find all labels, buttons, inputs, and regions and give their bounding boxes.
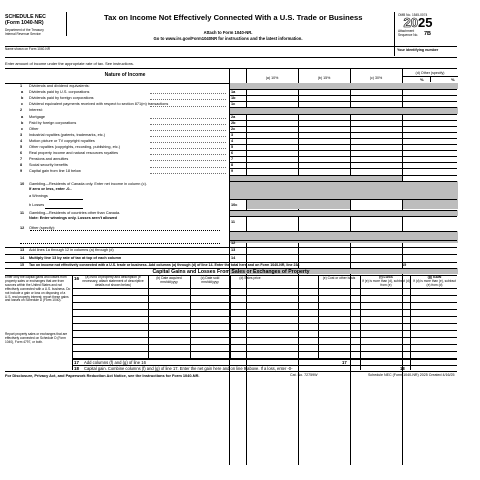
line-16-num: 16 — [74, 276, 80, 281]
income-line-label: Dividends paid by U.S. corporations — [29, 90, 90, 94]
amount-input-d[interactable] — [403, 169, 458, 174]
grid-row-rule — [229, 95, 457, 96]
capital-transaction-row[interactable] — [74, 338, 456, 344]
income-line-num: 4 — [20, 138, 23, 143]
omb-number: OMB No. 1545-0074 — [398, 13, 428, 17]
line-18-num: 18 — [74, 365, 79, 371]
amount-input-a[interactable] — [247, 114, 298, 119]
line-17-label: Add columns (f) and (g) of line 16 — [84, 359, 146, 365]
col-16b-header: (b) Date acquired mm/dd/yyyy — [156, 276, 182, 284]
income-line-num: 1 — [20, 84, 23, 88]
grid-row-rule — [229, 114, 457, 115]
line-10-num: 10 — [20, 182, 25, 186]
header-bottom-rule — [5, 46, 457, 47]
income-line-label: Other — [29, 126, 39, 131]
line-box-label: 5 — [231, 145, 234, 149]
income-line-label: Pensions and annuities — [29, 157, 69, 162]
income-line-label: Other royalties (copyrights, recording, publishing, etc.) — [29, 145, 120, 149]
income-line-label: Social security benefits — [29, 163, 68, 168]
income-line-label: Dividends and dividend equivalents: — [29, 84, 90, 88]
amount-input-a[interactable] — [247, 138, 298, 143]
schedule-name: SCHEDULE NEC — [5, 14, 46, 20]
capital-transaction-row[interactable] — [74, 324, 456, 330]
amount-input-b[interactable] — [299, 126, 350, 131]
amount-input-c[interactable] — [351, 120, 402, 125]
amount-input-d[interactable] — [403, 132, 458, 137]
id-divider — [394, 46, 395, 56]
line-14-label: Multiply line 13 by rate of tax at top of each column — [29, 256, 122, 260]
income-line-num: c — [21, 126, 24, 131]
line-10a-label: a Winnings — [29, 194, 48, 198]
footer-disclosure: For Disclosure, Privacy Act, and Paperwork Reduction Act Notice, see the Instructions for Form 1040-NR. — [5, 372, 200, 378]
nature-of-income-header: Nature of Income — [104, 72, 146, 78]
col-a-header: (a) 10% — [265, 76, 279, 80]
capital-transaction-row[interactable] — [74, 289, 456, 295]
capital-transaction-row[interactable] — [74, 317, 456, 323]
grid-row-rule — [229, 126, 457, 127]
amount-input-b[interactable] — [299, 96, 350, 101]
amount-input-d[interactable] — [403, 126, 458, 131]
amount-input-c[interactable] — [351, 151, 402, 156]
income-line-num: 2 — [20, 108, 23, 113]
amount-input-c[interactable] — [351, 90, 402, 95]
income-line-label: Motion picture or TV copyright royalties — [29, 138, 95, 143]
line-10-label2: If zero or less, enter -0-. — [29, 187, 72, 191]
capital-transaction-row[interactable] — [74, 345, 456, 351]
amount-input-c[interactable] — [351, 96, 402, 101]
capital-transaction-row[interactable] — [74, 303, 456, 309]
amount-input-d[interactable] — [403, 138, 458, 143]
footer-form-id: Schedule NEC (Form 1040-NR) 2025 Created 4/16/25 — [368, 372, 455, 377]
income-line-num: a — [21, 114, 24, 119]
col-16a-header: (a) Kind of property and description (if necessary, attach statement of descriptive details not shown below) — [82, 275, 144, 287]
sequence-number: 7B — [424, 31, 432, 37]
income-line-num: 9 — [20, 169, 23, 174]
amount-input-a[interactable] — [247, 120, 298, 125]
instructions-rule — [5, 68, 457, 69]
shade-row-10c-d — [403, 199, 458, 209]
dot-leader — [150, 136, 226, 137]
income-line-label: Dividends paid by foreign corporations — [29, 96, 94, 101]
line-14-box: 14 — [231, 256, 236, 260]
col-16e-header: (e) Cost or other basis — [322, 276, 356, 280]
grid-row-rule — [229, 89, 457, 90]
amount-input-c[interactable] — [351, 132, 402, 137]
grid-row-rule — [229, 168, 457, 169]
col-c-header: (c) 30% — [369, 76, 383, 80]
income-instructions — [5, 61, 134, 66]
amount-input-c[interactable] — [351, 157, 402, 162]
income-instructions-text: Enter amount of income under the appropriate rate of tax. See instructions. — [5, 61, 134, 66]
line-10b-label: b Losses — [29, 203, 45, 207]
line-box-label: 3 — [231, 132, 234, 137]
amount-input-b[interactable] — [299, 132, 350, 137]
grid-row-rule — [229, 101, 457, 102]
income-line-num: 6 — [20, 151, 23, 156]
line-11-label: Gambling—Residents of countries other than Canada. — [29, 211, 121, 215]
grid-row-rule — [229, 132, 457, 133]
capital-transaction-row[interactable] — [74, 352, 456, 358]
capital-section-title: Capital Gains and Losses From Sales or Exchanges of Property — [152, 268, 310, 275]
income-line-label: Interest: — [29, 108, 43, 113]
amount-input-b[interactable] — [299, 157, 350, 162]
line-12-input-2[interactable] — [20, 243, 220, 244]
col-d-pct2: % — [451, 77, 455, 82]
schedule-id-block — [5, 14, 63, 36]
grid-row-rule — [229, 199, 457, 200]
dot-leader — [150, 118, 226, 119]
income-line-num: b — [21, 96, 24, 101]
line-13-num: 13 — [20, 248, 25, 252]
line-box-label: 2c — [231, 126, 236, 131]
income-line-num: 5 — [20, 145, 23, 149]
col-16d-header: (d) Sales price — [239, 276, 261, 280]
col-16f-head: (f) LOSS — [379, 275, 393, 279]
grid-row-rule — [229, 210, 457, 211]
grid-row-rule — [229, 181, 457, 182]
line-12-num: 12 — [20, 226, 25, 230]
amount-input-d[interactable] — [403, 120, 458, 125]
line-13-label: Add lines 1a through 12 in columns (a) through (d) — [29, 248, 114, 252]
grid-row-rule — [229, 156, 457, 157]
grid-row-rule — [229, 162, 457, 163]
line-17-num: 17 — [74, 359, 79, 365]
line-box-label: 9 — [231, 169, 234, 174]
sequence-label: Sequence No. — [398, 32, 419, 37]
grid-row-rule — [229, 240, 457, 241]
amount-input-a[interactable] — [247, 145, 298, 150]
col-16f-header: If (e) is more than (d), subtract (d) from (e) — [362, 279, 410, 287]
amount-input-a[interactable] — [247, 96, 298, 101]
capital-side-text-2: Report property sales or exchanges that are effectively connected on Schedule D (Form 1040), Form 4797, or both. — [5, 332, 68, 344]
amount-input-a[interactable] — [247, 102, 298, 107]
col-d-header: (d) Other (specify) — [415, 71, 445, 75]
grid-row-rule-left — [5, 247, 229, 248]
amount-input-c[interactable] — [351, 102, 402, 107]
goto-instruction: Go to www.irs.gov/Form1040NR for instructions and the latest information. — [153, 36, 303, 41]
income-line-num: 8 — [20, 163, 23, 168]
dot-leader — [150, 142, 226, 143]
amount-input-b[interactable] — [299, 151, 350, 156]
income-line-num: 3 — [20, 132, 23, 137]
income-line-label: Mortgage — [29, 114, 46, 119]
dot-leader — [150, 124, 226, 125]
attach-instruction: Attach to Form 1040-NR. — [203, 30, 253, 35]
income-line-num: a — [21, 90, 24, 94]
line-box-label: 7 — [231, 157, 234, 162]
col-16c-header: (c) Date sold mm/dd/yyyy — [200, 276, 220, 284]
grid-row-rule — [229, 254, 457, 255]
income-line-label: Paid by foreign corporations — [29, 120, 77, 125]
dot-leader — [150, 160, 226, 161]
name-input[interactable] — [5, 51, 393, 56]
footer-cat-no: Cat. No. 72759W — [290, 372, 318, 377]
identifying-number-input[interactable] — [397, 51, 455, 56]
line-11-box: 11 — [231, 220, 236, 224]
amount-input-d[interactable] — [403, 114, 458, 119]
amount-input-d[interactable] — [403, 145, 458, 150]
line-12-box: 12 — [231, 241, 236, 245]
income-line-label: Dividend equivalent payments received with respect to section 871(m) transactions — [29, 102, 169, 107]
dot-leader — [150, 93, 226, 94]
income-line-label: Industrial royalties (patents, trademarks, etc.) — [29, 132, 105, 137]
line-box-label: 8 — [231, 163, 234, 168]
amount-input-d[interactable] — [403, 151, 458, 156]
amount-input-b[interactable] — [299, 138, 350, 143]
capital-side-text: Enter only the capital gains and losses from property sales or exchanges that are from sources within the United States and not effectively connected with a U.S. business. Do not include a gain or loss on disposing of a U.S. real property interest; report these gains and losses on Schedule D (Form 1040). — [5, 275, 71, 303]
amount-input-d[interactable] — [403, 90, 458, 95]
line-18-label: Capital gain. Combine columns (f) and (g) of line 17. Enter the net gain here and on line 9 above. If a loss, enter -0- — [84, 365, 293, 371]
line-box-label: 1b — [231, 96, 236, 101]
identifying-number-label: Your identifying number — [397, 48, 439, 52]
line-15-box: 15 — [402, 263, 407, 267]
amount-input-c[interactable] — [351, 169, 402, 174]
line-box-label: 1c — [231, 102, 236, 107]
line-box-label: 6 — [231, 151, 234, 156]
amount-input-c[interactable] — [351, 138, 402, 143]
grid-row-rule — [229, 262, 457, 263]
tax-year-prefix: 20 — [403, 15, 418, 30]
income-line-label: Real property income and natural resources royalties — [29, 151, 119, 156]
col-16g-header: If (d) is more than (e), subtract (e) from (d) — [413, 279, 456, 287]
line-10a-input[interactable] — [49, 199, 83, 200]
grid-row-rule — [229, 247, 457, 248]
attachment-label: Attachment — [398, 29, 415, 33]
grid-row-rule — [229, 216, 457, 217]
grid-row-rule — [229, 120, 457, 121]
line-11-note-text: Note: Enter winnings only. Losses aren't allowed — [29, 216, 117, 220]
line-10b-input[interactable] — [45, 208, 83, 209]
line-12-input-1[interactable] — [30, 230, 220, 231]
shade-row-10c — [247, 199, 350, 209]
line-18-box: 18 — [400, 365, 405, 371]
amount-input-a[interactable] — [247, 126, 298, 131]
line-box-label: 4 — [231, 138, 234, 143]
amount-input-c[interactable] — [351, 145, 402, 150]
dot-leader — [150, 106, 226, 107]
grid-row-rule — [229, 107, 457, 108]
line-10c-box: 10c — [231, 203, 238, 207]
income-line-num: c — [21, 102, 24, 107]
line-13-box: 13 — [231, 248, 236, 252]
amount-input-a[interactable] — [247, 163, 298, 168]
col-16g-head: (g) GAIN — [427, 275, 442, 279]
name-field-label: Name shown on Form 1040-NR — [5, 46, 50, 51]
grid-row-rule — [229, 150, 457, 151]
shade-row-12-top — [230, 231, 458, 243]
line-17-box: 17 — [342, 359, 347, 365]
amount-input-d[interactable] — [403, 96, 458, 101]
department: Department of the Treasury — [5, 28, 44, 32]
col-b-header: (b) 15% — [317, 76, 331, 80]
amount-input-a[interactable] — [247, 151, 298, 156]
line-10c-input[interactable] — [351, 202, 402, 209]
amount-input-b[interactable] — [299, 120, 350, 125]
dot-leader — [150, 148, 226, 149]
dot-leader — [150, 167, 226, 168]
line-15-num: 15 — [20, 263, 24, 267]
irs-label: Internal Revenue Service — [5, 31, 41, 36]
amount-input-b[interactable] — [299, 102, 350, 107]
amount-input-c[interactable] — [351, 114, 402, 119]
col-d-pct1: % — [420, 77, 424, 82]
form-reference: (Form 1040-NR) — [5, 20, 44, 26]
name-row-rule — [5, 57, 457, 58]
grid-row-rule — [229, 138, 457, 139]
line-box-label: 2b — [231, 120, 236, 125]
grid-row-rule — [229, 175, 457, 176]
line-box-label: 2a — [231, 114, 236, 119]
dot-leader — [150, 154, 226, 155]
line-15-label: Tax on income not effectively connected with a U.S. trade or business. Add columns (a) through (d) of line 14. Enter the total here and on Form 1040-NR, line 23a — [29, 263, 300, 267]
line-14-num: 14 — [20, 256, 25, 260]
grid-row-rule — [229, 231, 457, 232]
dot-leader — [150, 99, 226, 100]
income-line-num: b — [21, 120, 24, 125]
capital-transaction-row[interactable] — [74, 310, 456, 316]
capital-transaction-row[interactable] — [74, 331, 456, 337]
income-line-label: Capital gain from line 18 below — [29, 169, 81, 174]
amount-input-d[interactable] — [403, 163, 458, 168]
amount-input-b[interactable] — [299, 90, 350, 95]
dot-leader — [150, 173, 226, 174]
amount-input-c[interactable] — [351, 126, 402, 131]
grid-row-rule-left — [5, 254, 229, 255]
amount-input-b[interactable] — [299, 145, 350, 150]
grid-row-rule — [229, 144, 457, 145]
amount-input-a[interactable] — [247, 132, 298, 137]
amount-input-a[interactable] — [247, 157, 298, 162]
amount-input-c[interactable] — [351, 163, 402, 168]
line-17-input-f[interactable] — [361, 360, 410, 365]
income-line-num: 7 — [20, 157, 23, 162]
line-17-input-g[interactable] — [411, 360, 457, 365]
header-divider-right — [394, 12, 395, 46]
line-box-label: 1a — [231, 90, 236, 94]
amount-input-b[interactable] — [299, 163, 350, 168]
amount-input-b[interactable] — [299, 114, 350, 119]
line-10-label: Gambling—Residents of Canada only. Enter net income in column (c). — [29, 182, 147, 186]
tax-year-suffix: 25 — [418, 15, 433, 30]
line-11-num: 11 — [20, 211, 25, 215]
amount-input-a[interactable] — [247, 90, 298, 95]
dot-leader — [150, 130, 226, 131]
line-12-label: Other (specify): — [29, 226, 55, 230]
shade-row-10-top — [230, 181, 458, 199]
amount-input-d[interactable] — [403, 157, 458, 162]
form-title: Tax on Income Not Effectively Connected With a U.S. Trade or Business — [104, 13, 363, 22]
amount-input-d[interactable] — [403, 102, 458, 107]
grid-row-rule-left — [5, 262, 229, 263]
col-d-pct-divider — [430, 76, 431, 82]
capital-transaction-row[interactable] — [74, 296, 456, 302]
